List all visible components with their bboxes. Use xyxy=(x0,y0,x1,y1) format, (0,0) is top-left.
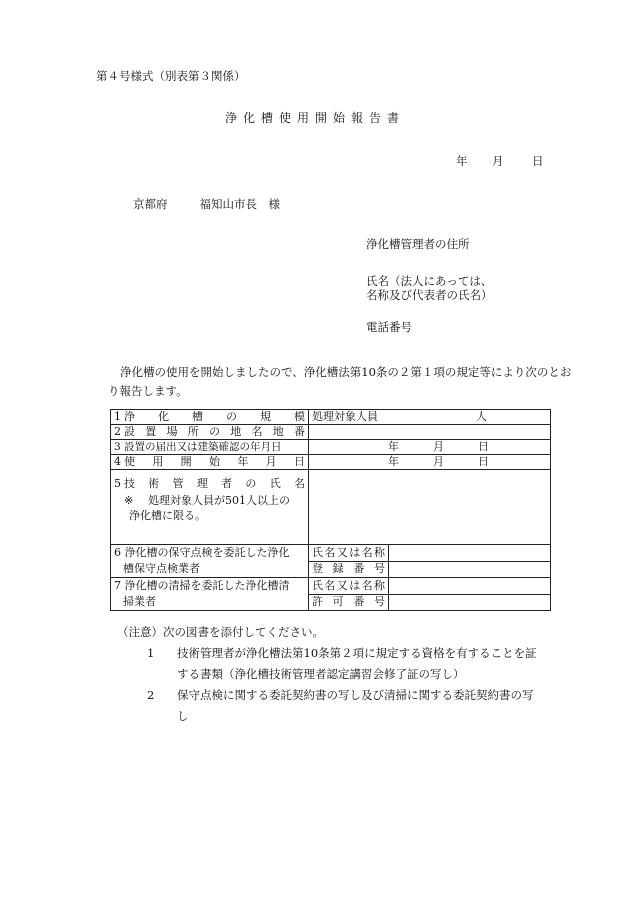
notes-heading: （注意）次の図書を添付してください。 xyxy=(117,625,324,639)
note-item-number: 1 xyxy=(147,646,155,660)
row-label-text: 技術管理者の氏名 xyxy=(124,477,305,490)
note-item xyxy=(117,643,542,685)
table-row-scale xyxy=(111,410,551,425)
row-label-maintenance xyxy=(111,545,309,578)
row-number: 1 xyxy=(114,410,121,423)
maintenance-number-cell[interactable] xyxy=(389,561,551,578)
table-row-notification-date xyxy=(111,440,551,455)
addressee xyxy=(133,196,280,212)
technical-manager-note-line2: 浄化槽に限る。 xyxy=(129,509,206,522)
form-number: 第４号様式（別表第３関係） xyxy=(96,69,246,83)
cleaning-number-sublabel: 許可番号 xyxy=(309,594,389,611)
date-month: 月 xyxy=(492,154,504,168)
table-row-cleaning-name xyxy=(111,578,551,595)
scale-unit: 人 xyxy=(476,410,487,423)
ymd-year: 年 xyxy=(388,455,399,468)
row-number: 5 xyxy=(114,477,121,490)
row-number: 4 xyxy=(114,455,121,468)
date-year: 年 xyxy=(456,154,468,168)
row-label-text: 使用開始年月日 xyxy=(124,455,305,468)
maintenance-label-line1: 6 浄化槽の保守点検を委託した浄化 xyxy=(114,546,290,559)
intro-paragraph: 浄化槽の使用を開始しましたので、浄化槽法第10条の２第１項の規定等により次のとおり報告します。 xyxy=(108,365,572,398)
row-label-cleaning xyxy=(111,578,309,611)
document-title: 浄化槽使用開始報告書 xyxy=(224,111,405,125)
cleaning-number-cell[interactable] xyxy=(389,594,551,611)
row-label-text: 設置場所の地名地番 xyxy=(124,425,305,438)
maintenance-number-sublabel: 登録番号 xyxy=(309,561,389,578)
cleaning-label-line2: 掃業者 xyxy=(123,595,156,608)
note-mark: ※ xyxy=(124,494,134,507)
start-date-cell[interactable] xyxy=(309,455,551,470)
addressee-recipient: 福知山市長 様 xyxy=(199,197,280,211)
note-item xyxy=(117,685,542,727)
applicant-name-label xyxy=(366,274,493,302)
notification-date-cell[interactable] xyxy=(309,440,551,455)
row-label-technical-manager xyxy=(111,470,309,545)
report-table xyxy=(110,409,551,611)
table-row-technical-manager xyxy=(111,470,551,545)
ymd-day: 日 xyxy=(478,440,489,453)
table-row-start-date xyxy=(111,455,551,470)
applicant-name-label-line1: 氏名（法人にあっては、 xyxy=(366,274,493,288)
maintenance-label-line2: 槽保守点検業者 xyxy=(123,562,200,575)
cleaning-name-sublabel: 氏名又は名称 xyxy=(309,578,389,595)
date-day: 日 xyxy=(532,154,544,168)
note-item-number: 2 xyxy=(147,688,155,702)
location-value-cell[interactable] xyxy=(309,425,551,440)
maintenance-name-sublabel: 氏名又は名称 xyxy=(309,545,389,562)
applicant-phone-label: 電話番号 xyxy=(366,320,412,334)
applicant-address-label: 浄化槽管理者の住所 xyxy=(366,237,470,251)
cleaning-label-line1: 7 浄化槽の清掃を委託した浄化槽清 xyxy=(114,579,290,592)
row-number: 2 xyxy=(114,425,121,438)
note-item-text: 技術管理者が浄化槽法第10条第２項に規定する資格を有することを証する書類（浄化槽技術管理者認定講習会修了証の写し） xyxy=(177,646,537,681)
row-label-scale xyxy=(111,410,309,425)
ymd-year: 年 xyxy=(388,440,399,453)
ymd-month: 月 xyxy=(433,440,444,453)
addressee-prefecture: 京都府 xyxy=(133,197,168,211)
row-label-notification-date: 3 設置の届出又は建築確認の年月日 xyxy=(111,440,309,455)
ymd-day: 日 xyxy=(478,455,489,468)
row-label-location xyxy=(111,425,309,440)
row-label-text: 浄化槽の規模 xyxy=(124,410,305,423)
scale-sublabel: 処理対象人員 xyxy=(312,410,378,423)
table-row-location xyxy=(111,425,551,440)
scale-value-cell xyxy=(309,410,551,425)
cleaning-name-cell[interactable] xyxy=(389,578,551,595)
table-row-maintenance-name xyxy=(111,545,551,562)
technical-manager-value-cell[interactable] xyxy=(309,470,551,545)
date-line xyxy=(456,153,544,169)
ymd-month: 月 xyxy=(433,455,444,468)
row-label-start-date xyxy=(111,455,309,470)
technical-manager-note-line1: 処理対象人員が501人以上の xyxy=(148,494,290,507)
maintenance-name-cell[interactable] xyxy=(389,545,551,562)
applicant-name-label-line2: 名称及び代表者の氏名） xyxy=(366,288,493,302)
notes-section xyxy=(117,622,542,727)
note-item-text: 保守点検に関する委託契約書の写し及び清掃に関する委託契約書の写し xyxy=(177,688,534,723)
